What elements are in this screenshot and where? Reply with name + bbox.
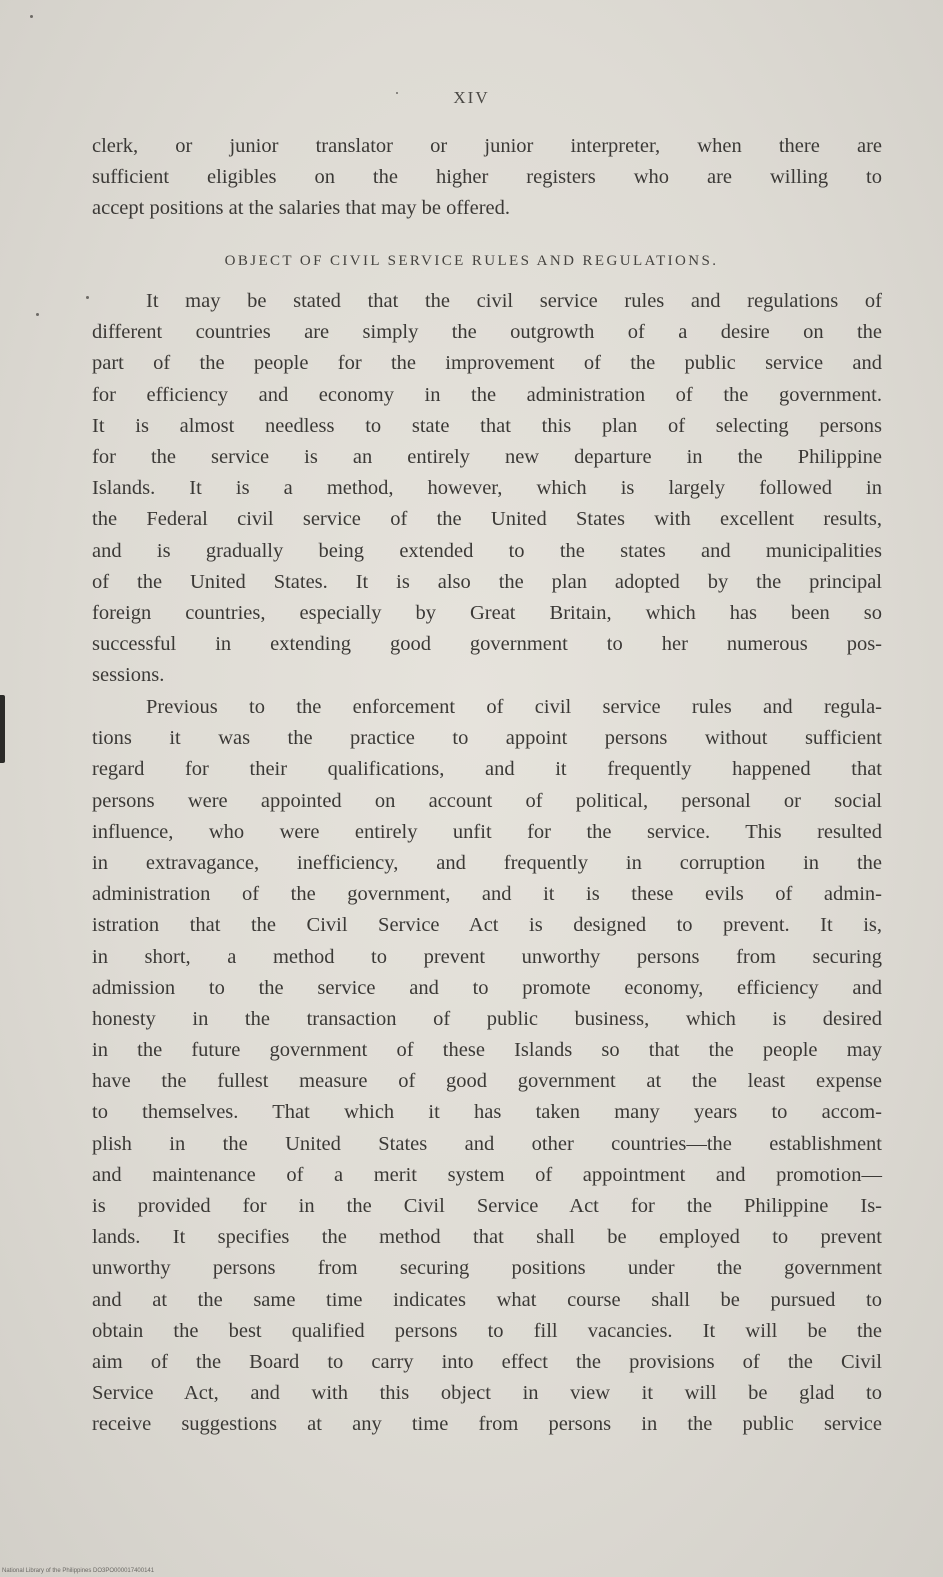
section-heading: OBJECT OF CIVIL SERVICE RULES AND REGULATIONS. [224,253,719,269]
text-line: persons were appointed on account of political, personal or social [92,789,882,812]
text-line: successful in extending good government to her numerous pos- [92,633,882,656]
text-line: sessions. [92,664,165,687]
paper-speck [30,15,33,18]
text-line: tions it was the practice to appoint persons without sufficient [92,727,882,750]
binding-edge-mark [0,695,5,763]
text-line: receive suggestions at any time from persons in the public service [92,1413,882,1436]
text-line: have the fullest measure of good government at the least expense [92,1070,882,1093]
text-line: regard for their qualifications, and it frequently happened that [92,758,882,781]
intro-text [92,131,882,225]
text-line: obtain the best qualified persons to fill vacancies. It will be the [92,1319,882,1342]
text-line: for the service is an entirely new departure in the Philippine [92,445,882,468]
text-line: to themselves. That which it has taken many years to accom- [92,1101,882,1124]
paper-speck [36,313,39,316]
text-line: foreign countries, especially by Great Britain, which has been so [92,601,882,624]
page-number: XIV [453,88,490,107]
paragraph-1 [92,286,882,691]
text-line: istration that the Civil Service Act is designed to prevent. It is, [92,914,882,937]
text-line: and at the same time indicates what course shall be pursued to [92,1288,882,1311]
paragraph-2 [92,692,882,1441]
text-line: sufficient eligibles on the higher registers who are willing to [92,166,882,189]
text-line: the Federal civil service of the United States with excellent results, [92,508,882,531]
text-line: unworthy persons from securing positions under the government [92,1257,882,1280]
text-line: is provided for in the Civil Service Act for the Philippine Is- [92,1195,882,1217]
text-line: administration of the government, and it is these evils of admin- [92,883,882,906]
text-line: Previous to the enforcement of civil service rules and regula- [146,696,882,718]
text-line: plish in the United States and other countries—the establishment [92,1132,882,1155]
text-line: lands. It specifies the method that shall be employed to prevent [92,1226,882,1249]
text-line: It may be stated that the civil service rules and regulations of [146,290,882,312]
text-line: Service Act, and with this object in view it will be glad to [92,1382,882,1405]
text-line: influence, who were entirely unfit for the service. This resulted [92,820,882,843]
text-line: part of the people for the improvement of the public service and [92,352,882,375]
text-line: different countries are simply the outgrowth of a desire on the [92,321,882,344]
text-line: in short, a method to prevent unworthy persons from securing [92,945,882,968]
text-line: for efficiency and economy in the administration of the government. [92,383,882,406]
text-line: aim of the Board to carry into effect the provisions of the Civil [92,1350,882,1373]
text-line: and maintenance of a merit system of appointment and promotion— [92,1163,882,1186]
text-line: and is gradually being extended to the states and municipalities [92,539,882,562]
text-line: admission to the service and to promote economy, efficiency and [92,976,882,999]
text-line: of the United States. It is also the plan adopted by the principal [92,570,882,593]
text-line: in extravagance, inefficiency, and frequently in corruption in the [92,851,882,874]
library-credit: National Library of the Philippines DO3PO000017400141 [2,1568,155,1574]
text-line: accept positions at the salaries that may be offered. [92,197,511,220]
text-line: clerk, or junior translator or junior interpreter, when there are [92,135,882,157]
text-line: It is almost needless to state that this plan of selecting persons [92,414,882,437]
text-line: Islands. It is a method, however, which is largely followed in [92,477,882,500]
paper-speck [86,296,89,299]
text-line: in the future government of these Islands so that the people may [92,1039,882,1062]
text-line: honesty in the transaction of public business, which is desired [92,1007,882,1030]
